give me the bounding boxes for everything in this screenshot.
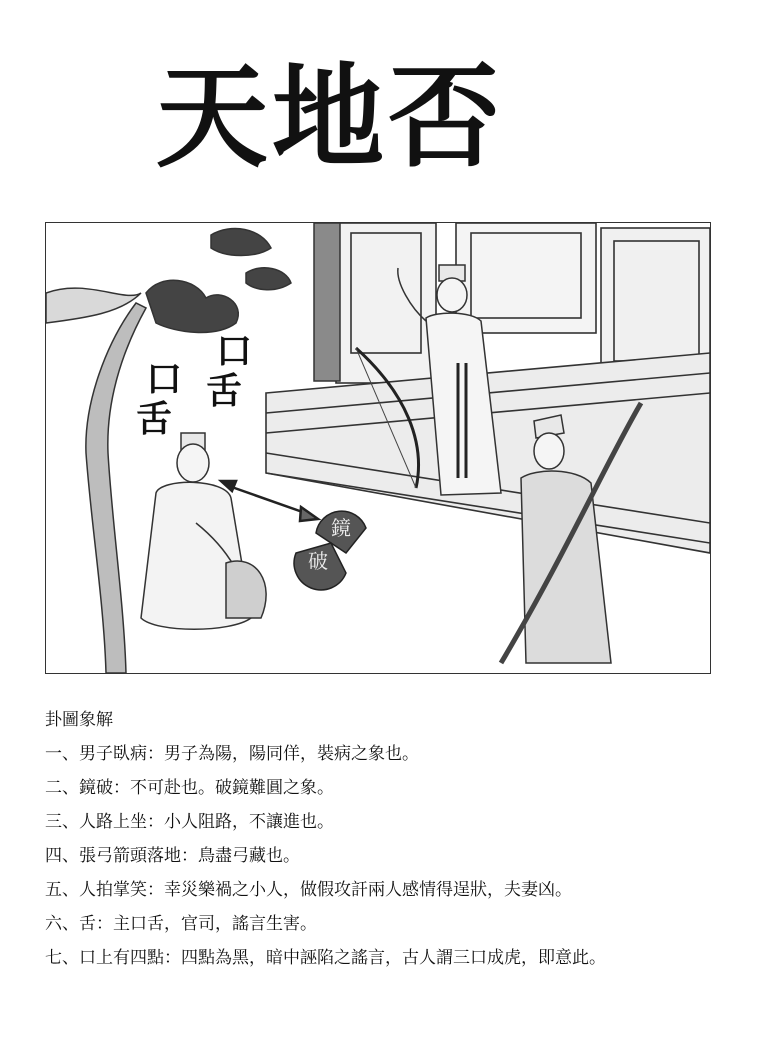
- page-title: 天地否: [156, 53, 504, 183]
- speech-top-glyph-1: 口: [216, 331, 253, 372]
- mirror-glyph-2: 破: [308, 549, 328, 573]
- explanation-item: 五、人拍掌笑：幸災樂禍之小人，做假攻訐兩人感情得逞狀，夫妻凶。: [45, 880, 572, 900]
- explanation-heading: 卦圖象解: [45, 710, 113, 730]
- explanation-item: 四、張弓箭頭落地：鳥盡弓藏也。: [45, 846, 300, 866]
- seated-man: [141, 433, 266, 629]
- speech-top-glyph-2: 舌: [206, 371, 243, 412]
- speech-left-glyph-1: 口: [146, 359, 183, 400]
- mirror-glyph-1: 鏡: [331, 516, 351, 540]
- explanation-section: [45, 712, 745, 984]
- speech-left-glyph-2: 舌: [136, 399, 173, 440]
- illustration-drawing: [46, 223, 710, 673]
- explanation-item: 三、人路上坐：小人阻路，不讓進也。: [45, 812, 334, 832]
- explanation-item: 二、鏡破：不可赴也。破鏡難圓之象。: [45, 778, 334, 798]
- speech-top: [206, 331, 252, 412]
- explanation-item: 七、口上有四點：四點為黑，暗中誣陷之謠言，古人謂三口成虎，即意此。: [45, 948, 606, 968]
- illustration-panel: [45, 222, 711, 674]
- explanation-item: 六、舌：主口舌，官司，謠言生害。: [45, 914, 317, 934]
- arrow: [221, 481, 318, 521]
- explanation-item: 一、男子臥病：男子為陽，陽同佯，裝病之象也。: [45, 744, 419, 764]
- speech-left: [136, 359, 182, 440]
- broken-mirror: [294, 511, 366, 590]
- pillar: [314, 223, 340, 381]
